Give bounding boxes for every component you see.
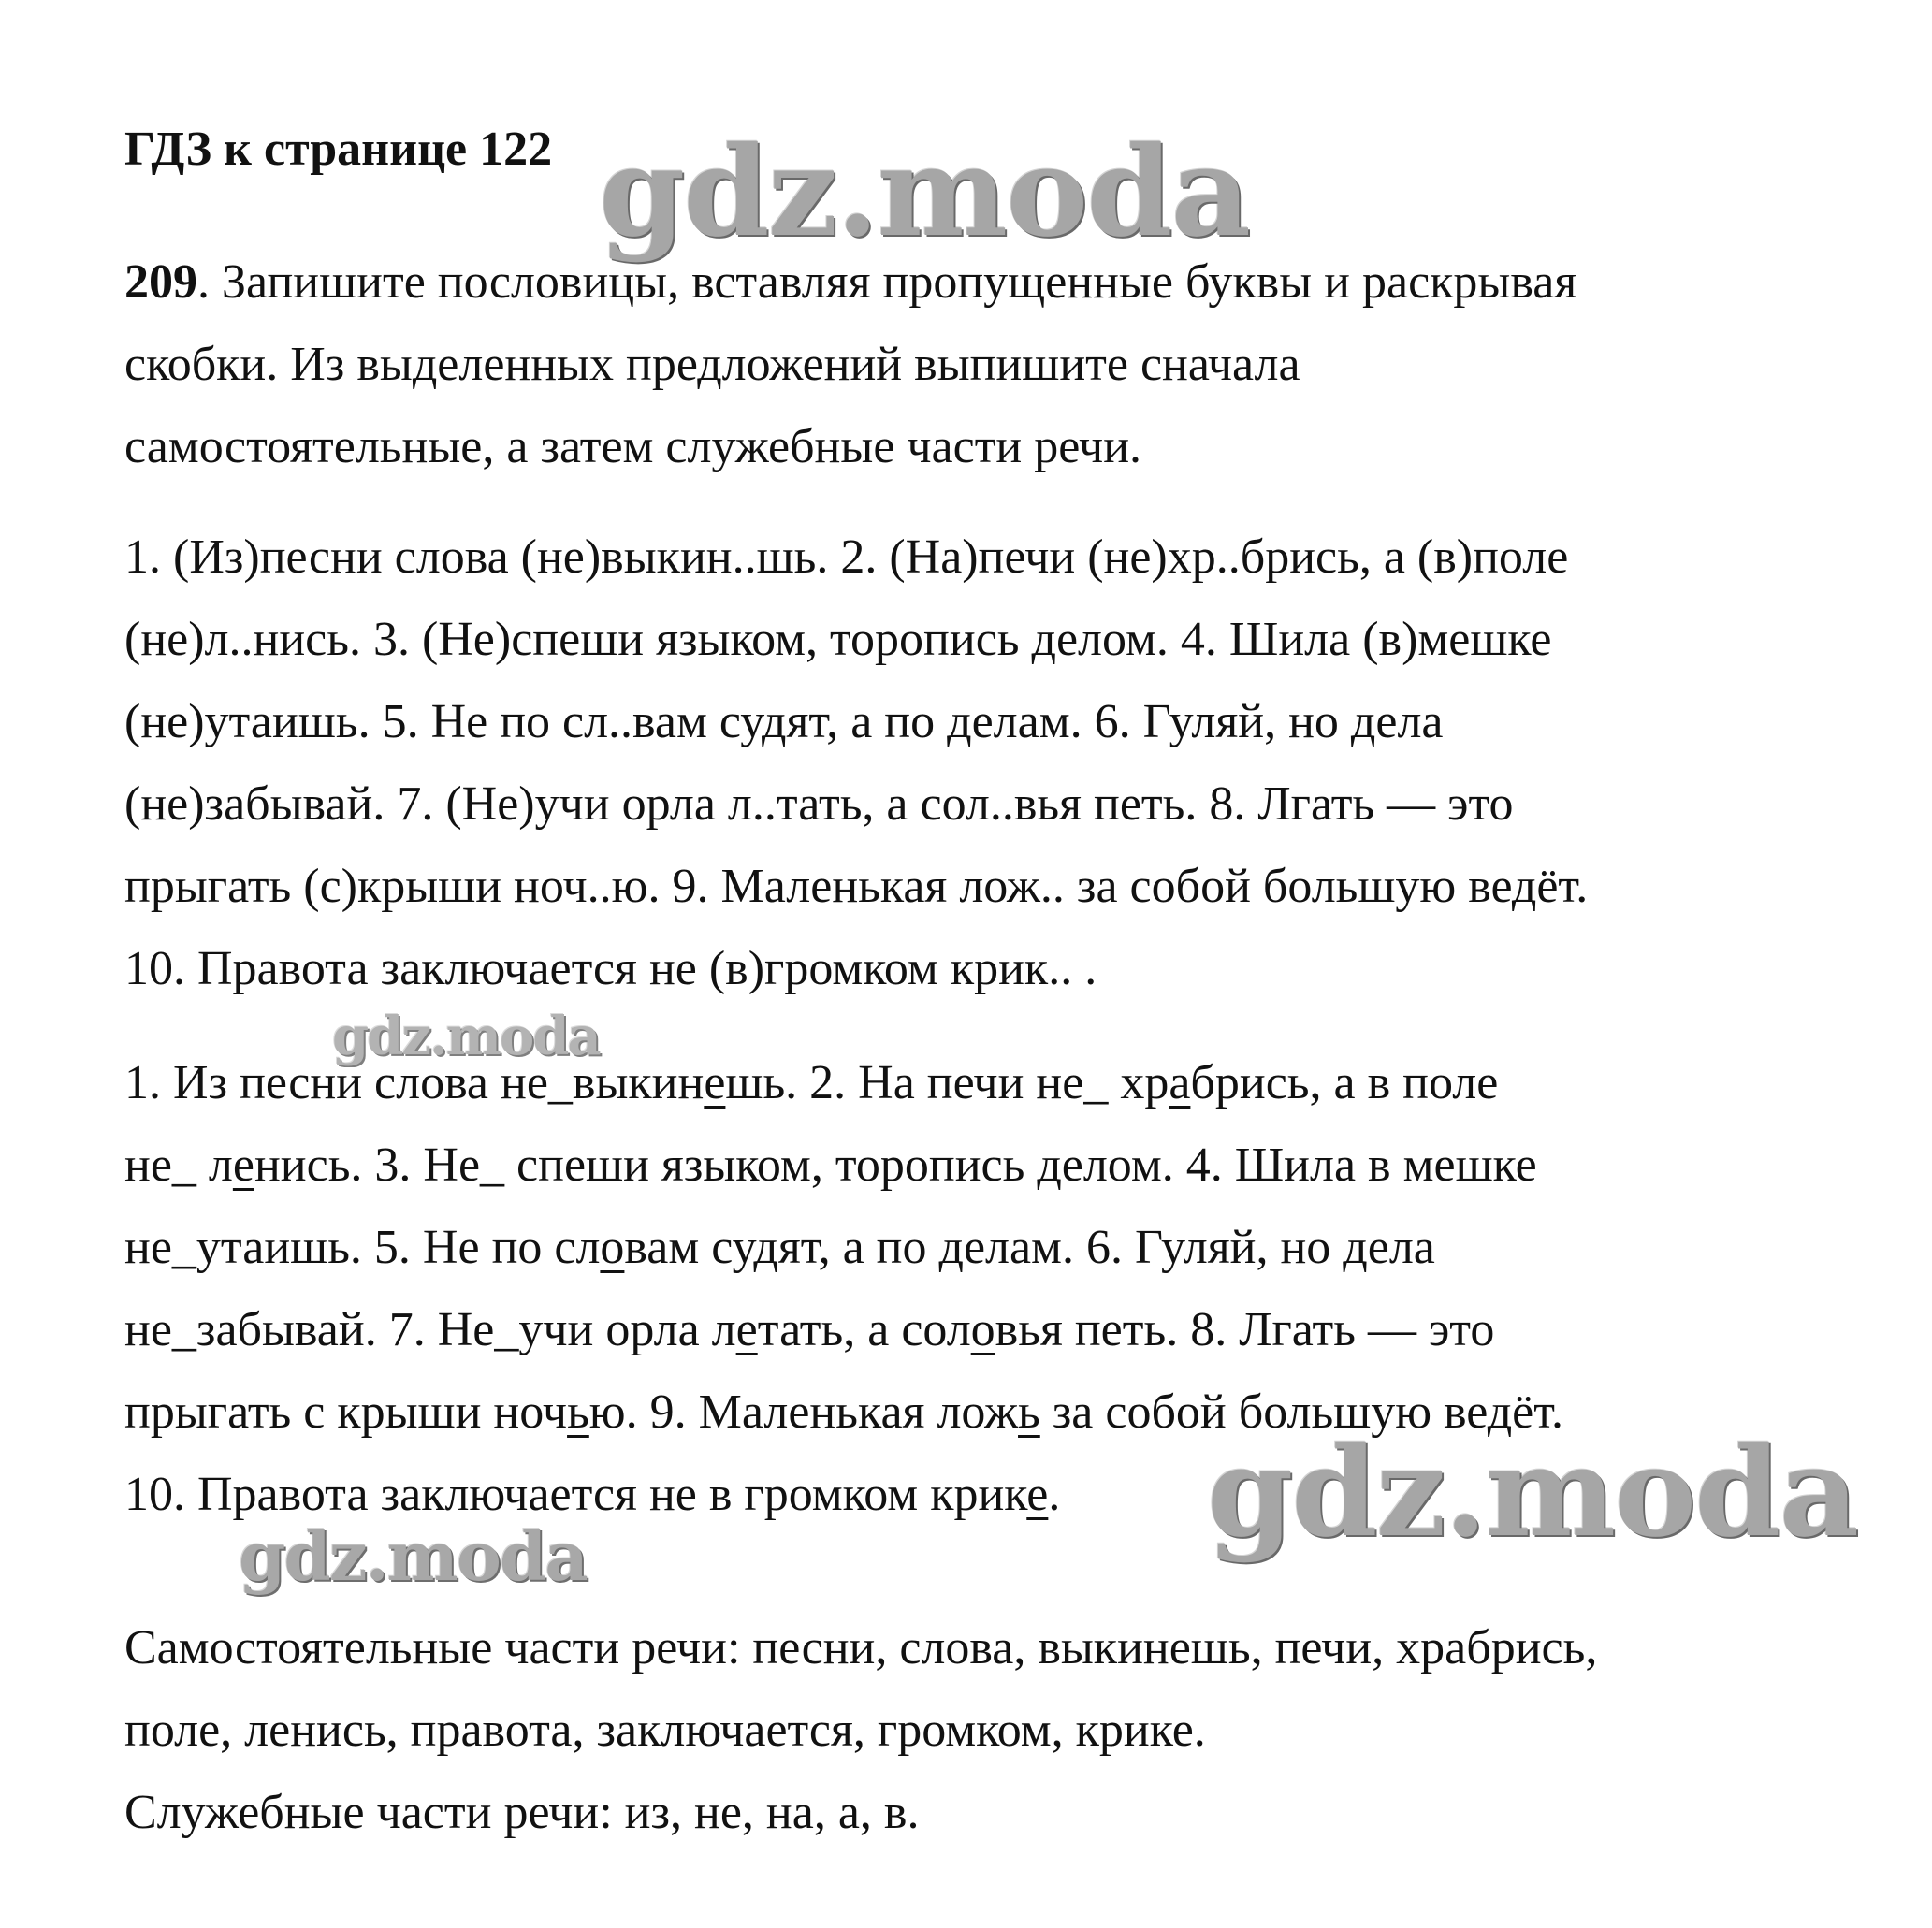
exercise-line: (не)л..нись. 3. (Не)спеши языком, торопись делом. 4. Шила (в)мешке [124, 613, 1552, 666]
summary-line: Служебные части речи: из, не, на, а, в. [124, 1786, 920, 1839]
task-text-line: скобки. Из выделенных предложений выпишите сначала [124, 338, 1300, 391]
page-title: ГДЗ к странице 122 [124, 123, 553, 176]
inserted-letter: ь [567, 1385, 589, 1439]
exercise-line: (не)забывай. 7. (Не)учи орла л..тать, а сол..вья петь. 8. Лгать — это [124, 777, 1514, 831]
inserted-letter: е [704, 1056, 726, 1109]
exercise-text [124, 516, 1809, 1010]
answer-line: прыгать с крыши ночью. 9. Маленькая ложь за собой большую ведёт. [124, 1385, 1564, 1439]
task-text-line: самостоятельные, а затем служебные части речи. [124, 420, 1142, 473]
answer-line: 10. Правота заключается не в громком крике. [124, 1468, 1061, 1521]
inserted-letter: е [735, 1303, 758, 1356]
inserted-letter: е [232, 1138, 254, 1192]
watermark-logo: gdz.moda [239, 1516, 587, 1596]
task-number: 209 [124, 255, 197, 309]
watermark-logo: gdz.moda [599, 120, 1250, 265]
answer-line: 1. Из песни слова не_выкинешь. 2. На печи не_ храбрись, а в поле [124, 1056, 1499, 1109]
inserted-letter: а [1169, 1056, 1191, 1109]
summary-line: поле, ленись, правота, заключается, громком, крике. [124, 1703, 1206, 1757]
summary-line: Самостоятельные части речи: песни, слова, выкинешь, печи, храбрись, [124, 1621, 1598, 1674]
answer-line: не_забывай. 7. Не_учи орла летать, а соловья петь. 8. Лгать — это [124, 1303, 1495, 1356]
inserted-letter: о [970, 1303, 995, 1356]
summary-text [124, 1607, 1809, 1854]
exercise-line: прыгать (с)крыши ноч..ю. 9. Маленькая лож.. за собой большую ведёт. [124, 860, 1589, 913]
exercise-line: 1. (Из)песни слова (не)выкин..шь. 2. (На)печи (не)хр..брись, а (в)поле [124, 530, 1569, 584]
exercise-line: (не)утаишь. 5. Не по сл..вам судят, а по делам. 6. Гуляй, но дела [124, 695, 1444, 748]
answer-line: не_ ленись. 3. Не_ спеши языком, торопись делом. 4. Шила в мешке [124, 1138, 1537, 1192]
inserted-letter: е [1026, 1468, 1049, 1521]
task-text-line: . Запишите пословицы, вставляя пропущенные буквы и раскрывая [197, 255, 1577, 309]
exercise-line: 10. Правота заключается не (в)громком крик.. . [124, 942, 1097, 995]
task-statement [124, 241, 1809, 488]
inserted-letter: о [600, 1221, 625, 1274]
watermark-logo: gdz.moda [1207, 1420, 1858, 1565]
watermark-logo: gdz.moda [332, 1006, 600, 1067]
answer-line: не_утаишь. 5. Не по словам судят, а по делам. 6. Гуляй, но дела [124, 1221, 1435, 1274]
inserted-letter: ь [1018, 1385, 1040, 1439]
